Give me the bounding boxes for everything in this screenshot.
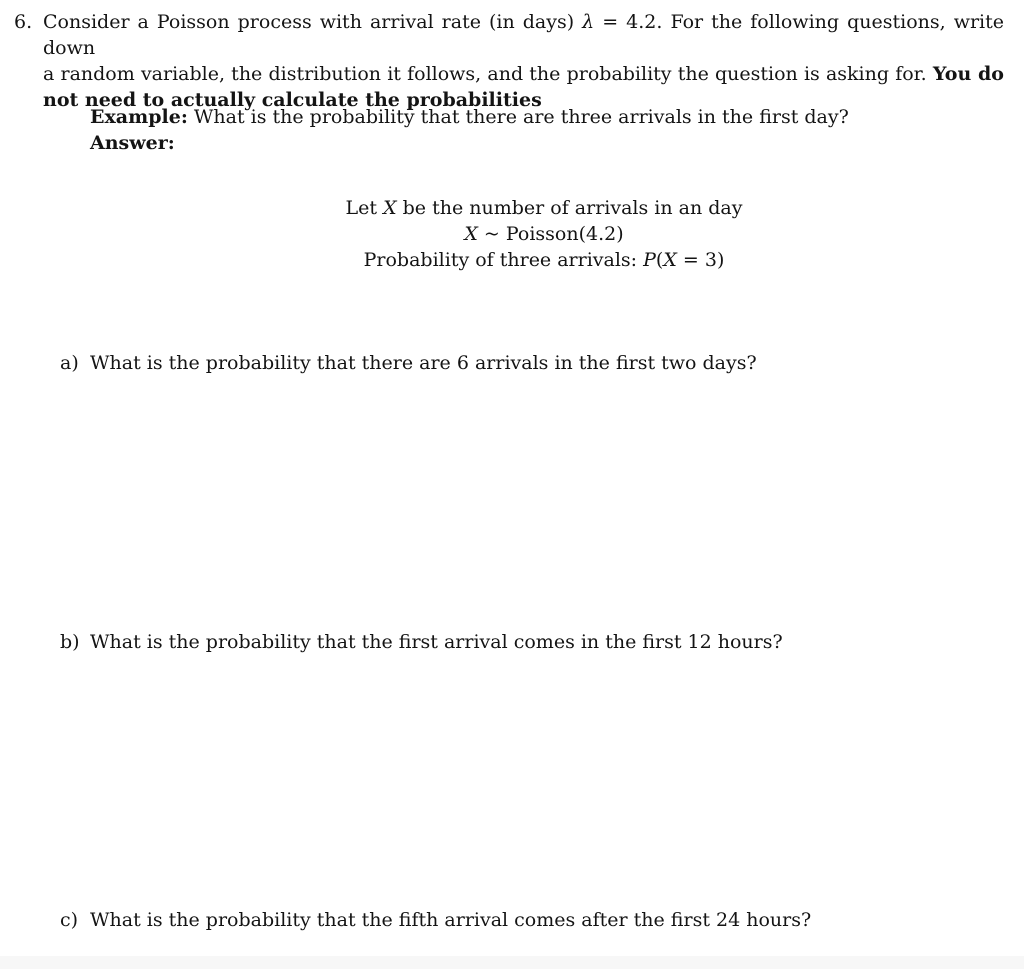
answer-line-1-var: X [383, 197, 397, 219]
answer-line-1-end: be the number of arrivals in an day [396, 197, 743, 219]
problem-line-1-start: Consider a Poisson process with arrival rate (in days) [43, 11, 583, 33]
example-label: Example: [90, 106, 188, 128]
question-b-text: What is the probability that the first arrival comes in the first 12 hours? [90, 631, 783, 653]
answer-line-2-dist: ~ Poisson(4.2) [477, 223, 624, 245]
question-c-label: c) [60, 909, 79, 931]
problem-line-2-text: a random variable, the distribution it follows, and the probability the question is asking for. [43, 63, 933, 85]
lambda-symbol: λ [582, 11, 595, 33]
question-c-text: What is the probability that the fifth arrival comes after the first 24 hours? [90, 909, 812, 931]
answer-line-3-paren: ( [655, 249, 664, 271]
question-a [60, 350, 757, 376]
problem-line-1-end: = 4.2. For the following questions, write down [43, 11, 1004, 59]
problem-line-3-bold: not need to actually calculate the probabilities [43, 89, 542, 111]
answer-line-3-x: X [663, 249, 677, 271]
problem-line-2 [43, 61, 1004, 87]
example-question-line [90, 104, 849, 130]
answer-label: Answer: [90, 132, 175, 154]
answer-line-1-start: Let [345, 197, 384, 219]
question-b [60, 629, 783, 655]
question-b-label: b) [60, 631, 80, 653]
question-a-text: What is the probability that there are 6 arrivals in the first two days? [90, 352, 757, 374]
example-block [90, 104, 849, 156]
example-answer [0, 195, 1024, 273]
answer-line-3-end: = 3) [676, 249, 725, 271]
problem-body [43, 9, 1004, 113]
question-c [60, 907, 811, 933]
answer-line-1 [0, 195, 1024, 221]
problem-line-1 [43, 9, 1004, 61]
answer-line-2-var: X [464, 223, 478, 245]
answer-line-3-p: P [643, 249, 656, 271]
problem-statement [14, 9, 1004, 113]
problem-number: 6. [14, 11, 33, 33]
page-bottom-edge [0, 956, 1024, 969]
answer-line-2 [0, 221, 1024, 247]
question-a-label: a) [60, 352, 79, 374]
answer-line-3 [0, 247, 1024, 273]
example-question: What is the probability that there are three arrivals in the first day? [187, 106, 849, 128]
answer-line-3-start: Probability of three arrivals: [363, 249, 644, 271]
problem-line-2-bold: You do [932, 63, 1004, 85]
